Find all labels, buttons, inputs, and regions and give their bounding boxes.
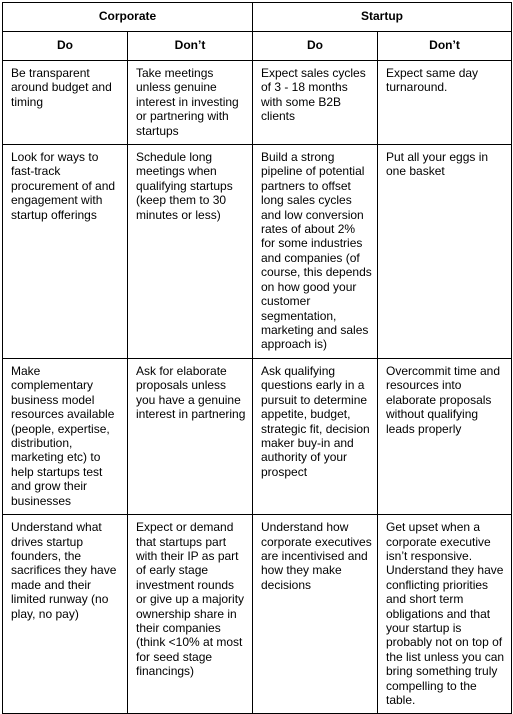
table-row (3, 515, 512, 714)
corporate-do-cell: Be transparent around budget and timing (3, 61, 128, 145)
corporate-dont-cell: Ask for elaborate proposals unless you have a genuine interest in partnering (128, 359, 253, 515)
table-row (3, 61, 512, 145)
startup-do-cell: Ask qualifying questions early in a pursuit to determine appetite, budget, strategic fit, decision maker buy-in and authority of your prospect (253, 359, 378, 515)
corporate-do-cell: Make complementary business model resources available (people, expertise, distribution, marketing etc) to help startups test and grow their businesses (3, 359, 128, 515)
corporate-header: Corporate (3, 3, 253, 32)
group-header-row (3, 3, 512, 32)
corporate-dont-header: Don’t (128, 32, 253, 61)
dos-and-donts-table (2, 2, 512, 714)
table-row (3, 359, 512, 515)
corporate-do-cell: Look for ways to fast-track procurement of and engagement with startup offerings (3, 145, 128, 359)
startup-dont-cell: Expect same day turnaround. (378, 61, 512, 145)
corporate-do-header: Do (3, 32, 128, 61)
startup-do-header: Do (253, 32, 378, 61)
startup-dont-cell: Put all your eggs in one basket (378, 145, 512, 359)
startup-dont-cell: Overcommit time and resources into elaborate proposals without qualifying leads properly (378, 359, 512, 515)
corporate-dont-cell: Expect or demand that startups part with their IP as part of early stage investment rounds or give up a majority ownership share in their companies (think <10% at most for seed stage financings) (128, 515, 253, 714)
corporate-dont-cell: Take meetings unless genuine interest in investing or partnering with startups (128, 61, 253, 145)
table-row (3, 145, 512, 359)
startup-do-cell: Build a strong pipeline of potential partners to offset long sales cycles and low conversion rates of about 2% for some industries and companies (of course, this depends on how good your customer segmentation, marketing and sales approach is) (253, 145, 378, 359)
corporate-dont-cell: Schedule long meetings when qualifying startups (keep them to 30 minutes or less) (128, 145, 253, 359)
startup-header: Startup (253, 3, 512, 32)
startup-do-cell: Understand how corporate executives are incentivised and how they make decisions (253, 515, 378, 714)
column-header-row (3, 32, 512, 61)
startup-dont-header: Don’t (378, 32, 512, 61)
corporate-do-cell: Understand what drives startup founders, the sacrifices they have made and their limited runway (no play, no pay) (3, 515, 128, 714)
startup-dont-cell: Get upset when a corporate executive isn’t responsive. Understand they have conflicting priorities and short term obligations and that your startup is probably not on top of the list unless you can bring something truly compelling to the table. (378, 515, 512, 714)
startup-do-cell: Expect sales cycles of 3 - 18 months with some B2B clients (253, 61, 378, 145)
